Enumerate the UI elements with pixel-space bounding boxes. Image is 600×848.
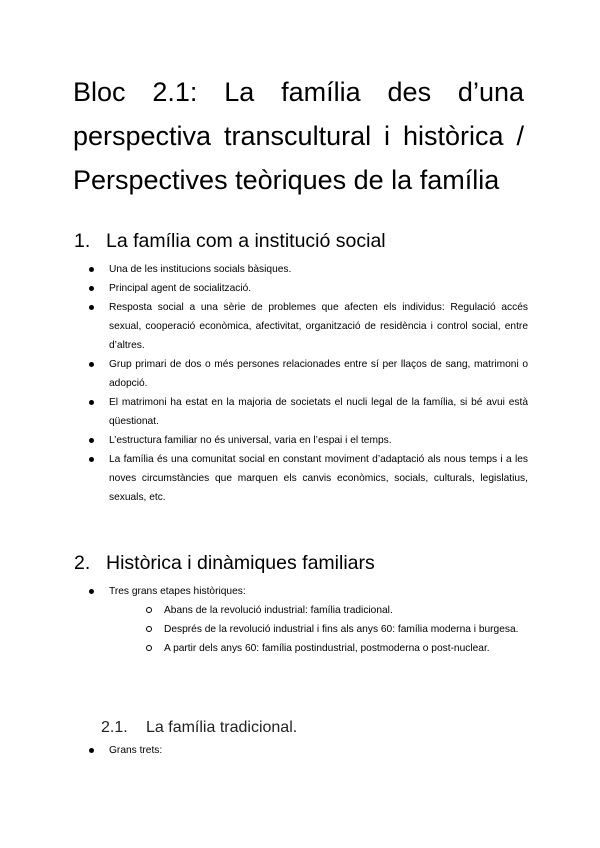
page-title — [73, 70, 524, 202]
section-1-list — [73, 260, 528, 507]
list-item: L’estructura familiar no és universal, varia en l’espai i el temps. — [73, 431, 528, 450]
list-item: Grans trets: — [73, 741, 528, 760]
bullet-icon — [89, 438, 94, 443]
sub-list-item: A partir dels anys 60: família postindustrial, postmoderna o post-nuclear. — [128, 639, 528, 658]
list-item: Grup primari de dos o més persones relacionades entre sí per llaços de sang, matrimoni o adopció. — [73, 355, 528, 393]
title-line-3: Perspectives teòriques de la família — [73, 165, 500, 195]
section-2-number: 2. — [74, 552, 91, 574]
list-item: Principal agent de socialització. — [73, 279, 528, 298]
section-2-heading — [74, 551, 375, 575]
bullet-icon — [89, 305, 94, 310]
nested-list-wrapper — [73, 601, 528, 658]
bullet-icon — [89, 267, 94, 272]
bullet-icon — [89, 457, 94, 462]
section-2-1-title: La família tradicional. — [146, 719, 298, 736]
list-item: Una de les institucions socials bàsiques. — [73, 260, 528, 279]
section-1-number: 1. — [74, 230, 91, 252]
section-2-list — [73, 582, 528, 658]
section-2-1-list — [73, 741, 528, 760]
circle-bullet-icon — [146, 626, 152, 632]
circle-bullet-icon — [146, 645, 152, 651]
bullet-icon — [89, 400, 94, 405]
section-2-1-heading — [101, 718, 297, 738]
bullet-icon — [89, 589, 94, 594]
list-item: La família és una comunitat social en constant moviment d’adaptació als nous temps i a les noves circumstàncies que marquen els canvis econòmics, socials, culturals, legislatius, sexuals, etc. — [73, 450, 528, 507]
bullet-icon — [89, 748, 94, 753]
section-1-heading — [74, 229, 386, 253]
list-item: Tres grans etapes històriques: — [73, 582, 528, 601]
section-2-sublist — [73, 601, 528, 658]
circle-bullet-icon — [146, 607, 152, 613]
bullet-icon — [89, 286, 94, 291]
list-item: Resposta social a una sèrie de problemes que afecten els individus: Regulació accés sexual, cooperació econòmica, afectivitat, organització de residència i control social, entre d’altres. — [73, 298, 528, 355]
title-line-2: perspectiva transcultural i històrica / — [73, 121, 524, 151]
section-1-title: La família com a institució social — [106, 230, 386, 252]
section-2-title: Històrica i dinàmiques familiars — [106, 552, 375, 574]
bullet-icon — [89, 362, 94, 367]
section-2-1-number: 2.1. — [101, 719, 128, 736]
list-item: El matrimoni ha estat en la majoria de societats el nucli legal de la família, si bé avui està qüestionat. — [73, 393, 528, 431]
sub-list-item: Després de la revolució industrial i fins als anys 60: família moderna i burgesa. — [128, 620, 528, 639]
title-line-1: Bloc 2.1: La família des d’una — [73, 77, 524, 107]
sub-list-item: Abans de la revolució industrial: família tradicional. — [128, 601, 528, 620]
